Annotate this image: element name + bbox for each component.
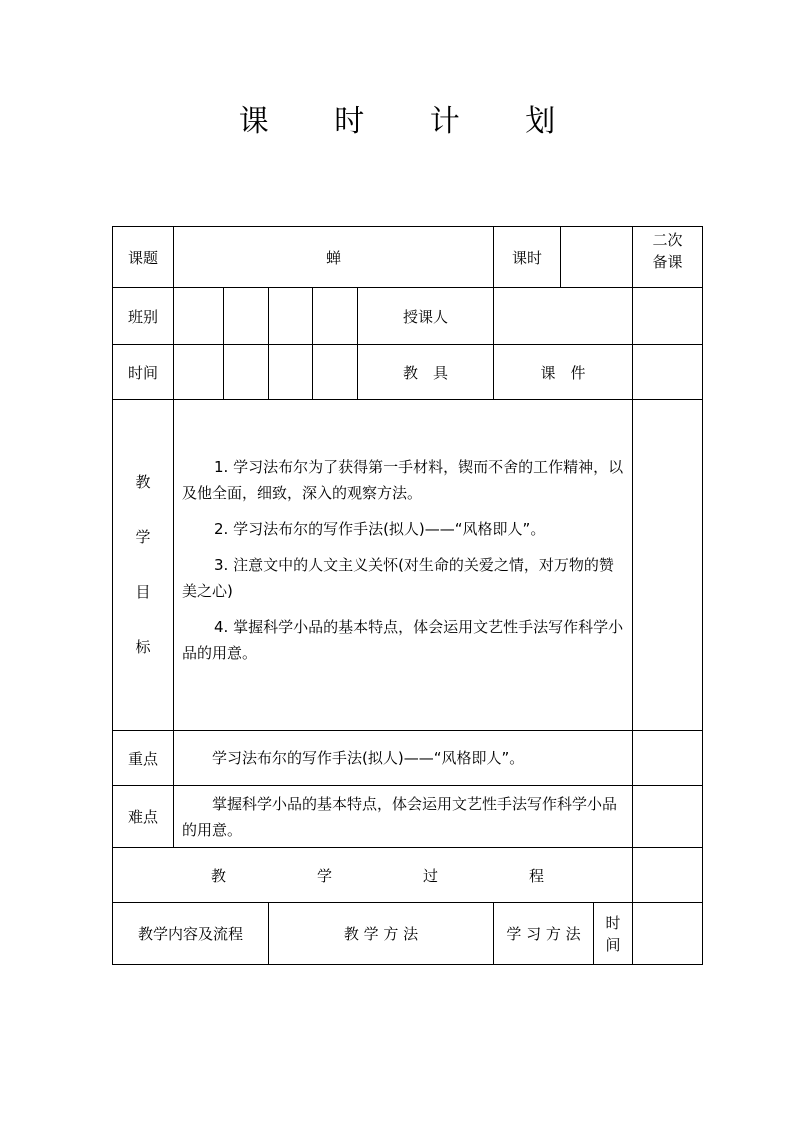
goals-label-char-2: 学 — [135, 528, 151, 546]
second-prep-label — [633, 227, 703, 288]
teaching-method-header: 教 学 方 法 — [269, 903, 494, 965]
second-prep-cell-goals[interactable] — [633, 400, 703, 731]
time-cell-1[interactable] — [174, 345, 224, 400]
process-row — [113, 848, 703, 903]
key-point-row — [113, 731, 703, 786]
period-value[interactable] — [561, 227, 633, 288]
period-label: 课时 — [494, 227, 561, 288]
learning-method-header: 学 习 方 法 — [494, 903, 594, 964]
process-label — [113, 848, 633, 903]
class-cell-3[interactable] — [269, 288, 313, 345]
courseware-label: 课 件 — [494, 345, 633, 400]
second-prep-cell-time[interactable] — [633, 345, 703, 400]
goals-label — [113, 400, 174, 731]
goal-item-4: 4. 掌握科学小品的基本特点，体会运用文艺性手法写作科学小品的用意。 — [182, 618, 624, 662]
topic-value: 蝉 — [174, 227, 494, 288]
class-cell-4[interactable] — [313, 288, 358, 345]
column-header-row — [113, 903, 703, 965]
time-cell-3[interactable] — [269, 345, 313, 400]
second-prep-cell-process[interactable] — [633, 848, 703, 903]
goal-item-1: 1. 学习法布尔为了获得第一手材料，锲而不舍的工作精神，以及他全面，细致，深入的观察方法。 — [182, 458, 624, 502]
goal-item-2: 2. 学习法布尔的写作手法(拟人)——“风格即人”。 — [214, 520, 546, 538]
time-cell-2[interactable] — [224, 345, 269, 400]
time-cell-4[interactable] — [313, 345, 358, 400]
teacher-label: 授课人 — [358, 288, 494, 345]
class-cell-2[interactable] — [224, 288, 269, 345]
process-char-4: 程 — [528, 866, 544, 885]
topic-row — [113, 227, 703, 288]
lesson-plan-table — [112, 226, 703, 965]
time-header-line2: 间 — [605, 935, 621, 954]
class-row — [113, 288, 703, 345]
second-prep-line1: 二次 — [652, 231, 683, 249]
tools-label: 教 具 — [358, 345, 494, 400]
topic-label: 课题 — [113, 227, 174, 288]
time-row — [113, 345, 703, 400]
goals-label-char-1: 教 — [135, 473, 151, 491]
second-prep-line2: 备课 — [652, 253, 683, 271]
class-label: 班别 — [113, 288, 174, 345]
time-label: 时间 — [113, 345, 174, 400]
goals-label-char-4: 标 — [135, 638, 151, 656]
difficult-point-row — [113, 786, 703, 848]
process-char-3: 过 — [422, 866, 438, 885]
goals-content — [174, 400, 633, 731]
goals-label-char-3: 目 — [135, 583, 151, 601]
goals-row — [113, 400, 703, 731]
teacher-value[interactable] — [494, 288, 633, 345]
second-prep-cell-class[interactable] — [633, 288, 703, 345]
key-point-text: 学习法布尔的写作手法(拟人)——“风格即人”。 — [174, 731, 633, 786]
second-prep-cell-columns[interactable] — [633, 903, 703, 965]
time-header — [594, 903, 632, 964]
class-cell-1[interactable] — [174, 288, 224, 345]
process-char-1: 教 — [211, 866, 227, 885]
key-point-label: 重点 — [113, 731, 174, 786]
content-flow-header: 教学内容及流程 — [113, 903, 269, 965]
second-prep-cell-difficult[interactable] — [633, 786, 703, 848]
second-prep-cell-key[interactable] — [633, 731, 703, 786]
time-header-line1: 时 — [605, 913, 621, 932]
learning-time-group — [494, 903, 633, 965]
page-title: 课 时 计 划 — [238, 104, 584, 139]
difficult-point-label: 难点 — [113, 786, 174, 848]
process-char-2: 学 — [316, 866, 332, 885]
goal-item-3: 3. 注意文中的人文主义关怀(对生命的关爱之情，对万物的赞美之心) — [182, 556, 614, 600]
difficult-point-text: 掌握科学小品的基本特点，体会运用文艺性手法写作科学小品的用意。 — [174, 786, 633, 848]
